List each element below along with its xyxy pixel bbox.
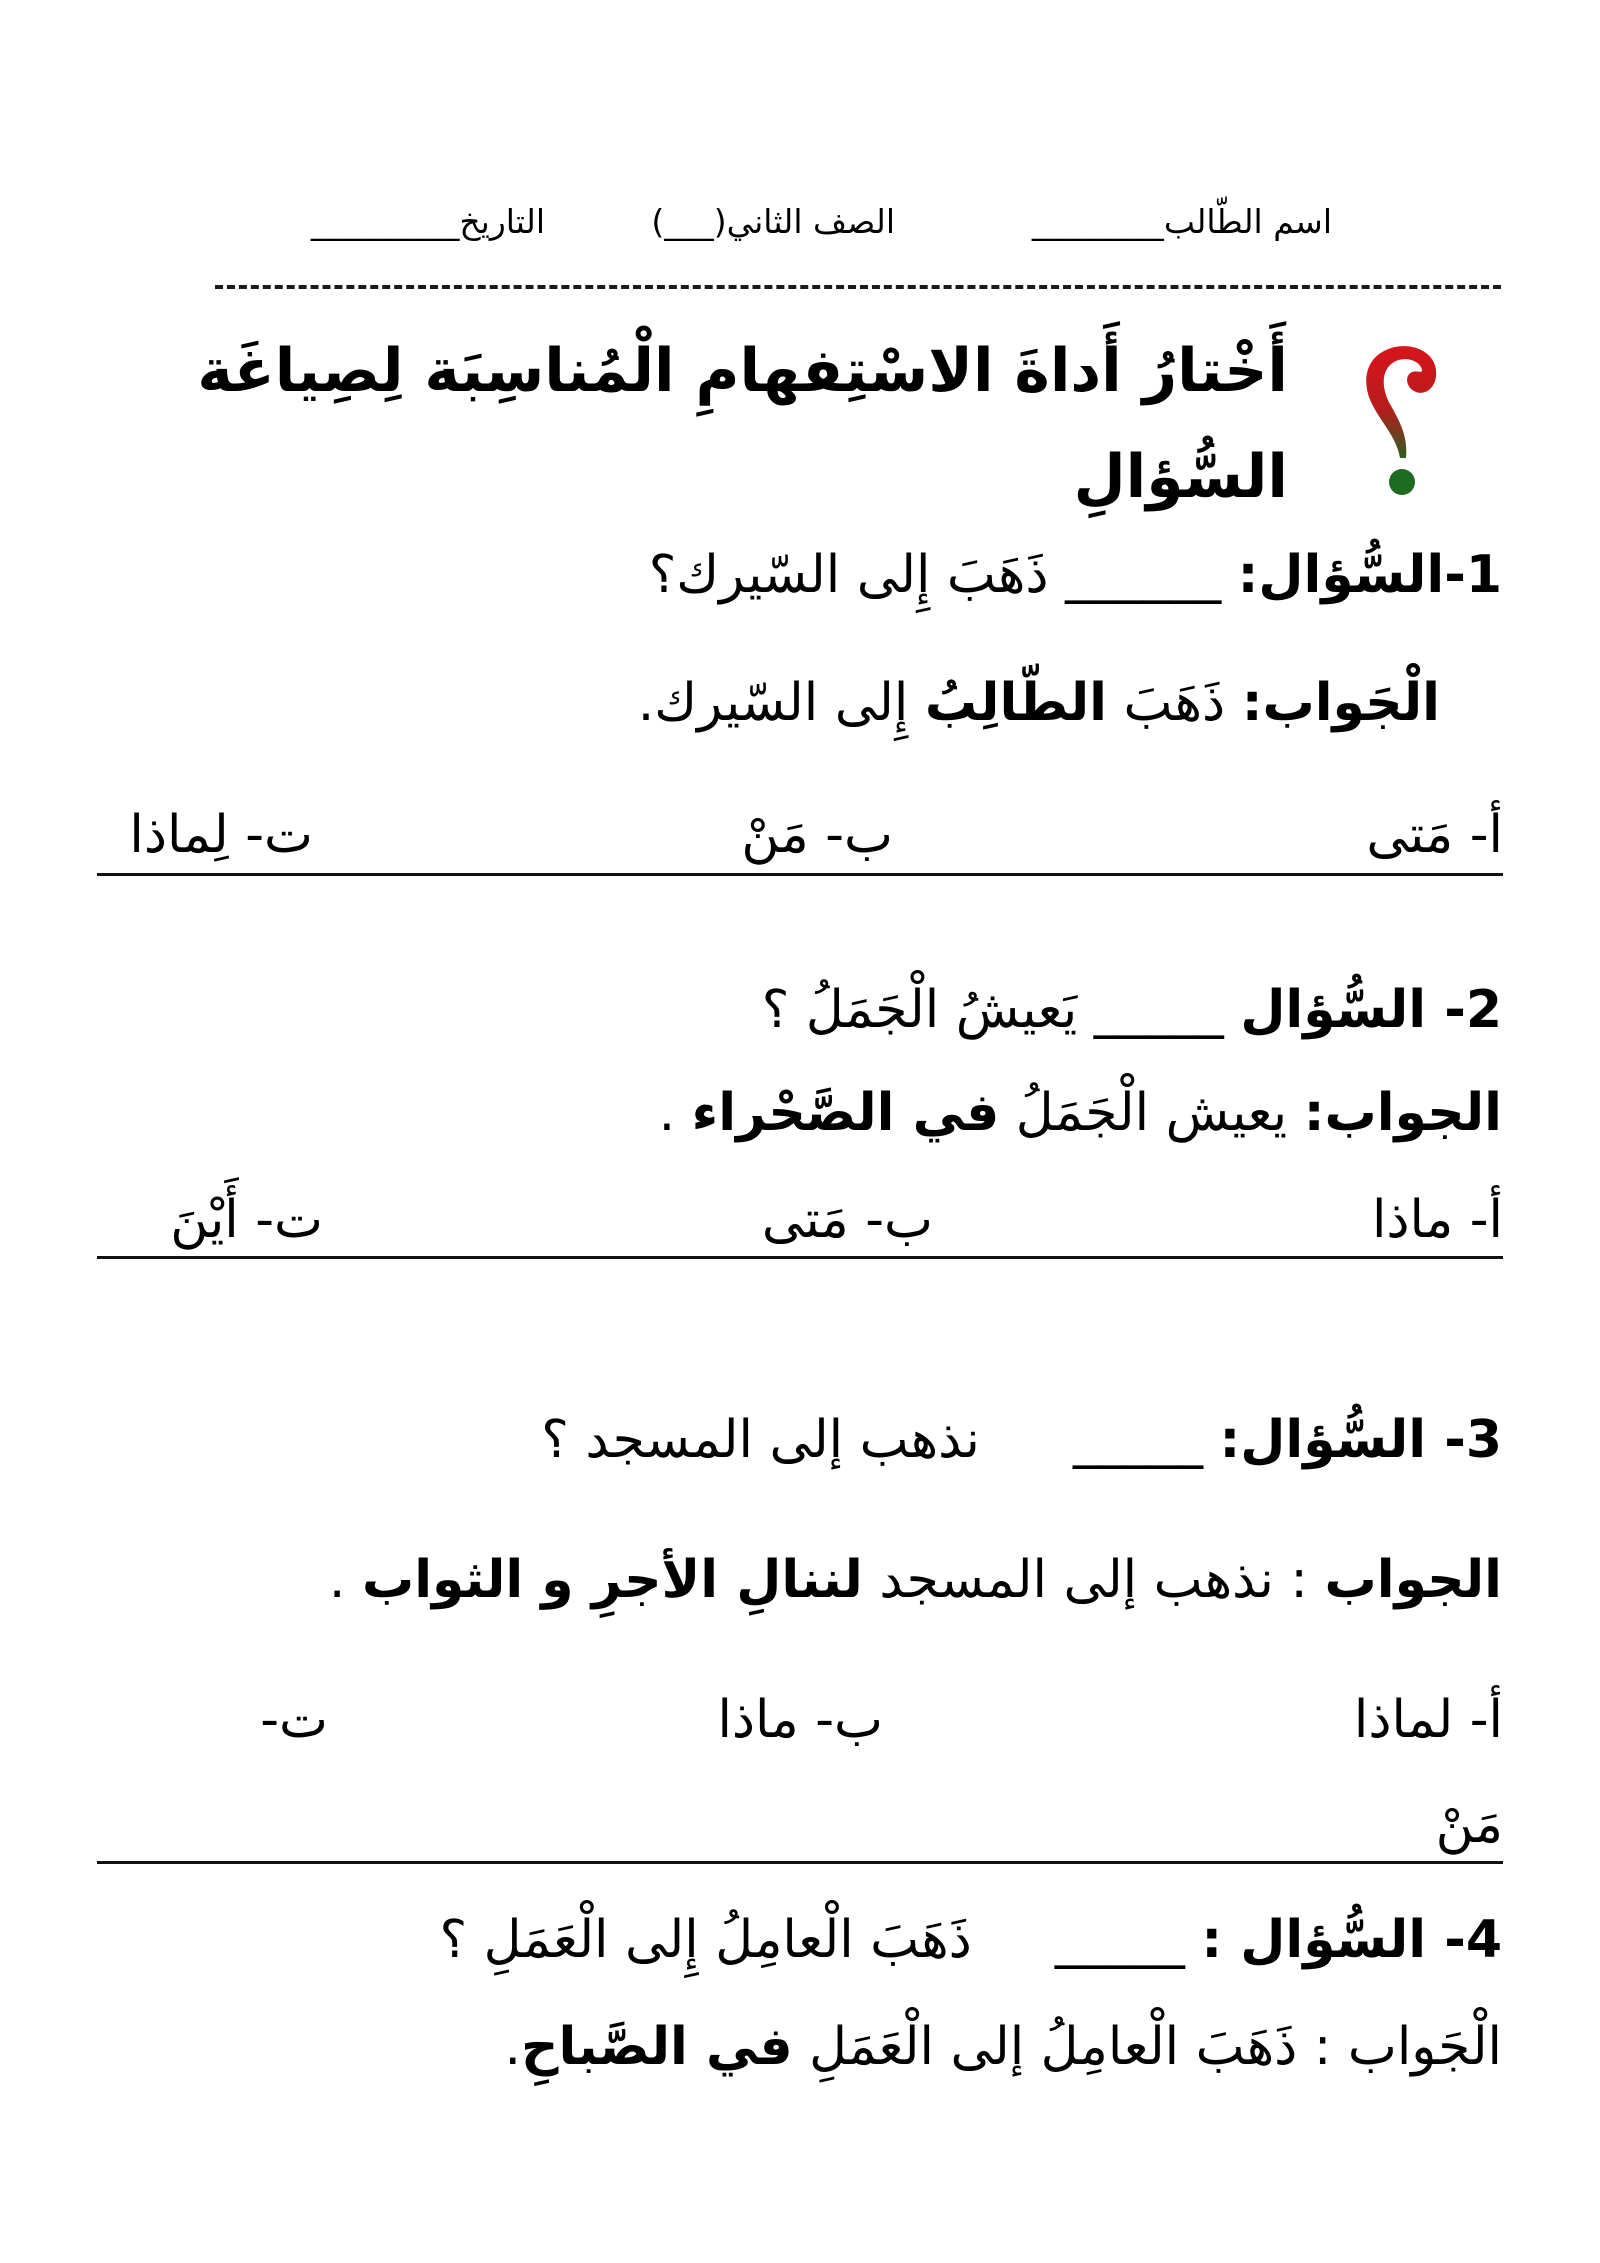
answer-3 <box>329 1545 1502 1615</box>
answer-1 <box>638 668 1440 738</box>
option-3c[interactable] <box>260 1685 328 1755</box>
question-4 <box>440 1905 1502 1975</box>
option-3c-text[interactable]: مَنْ <box>1435 1795 1503 1855</box>
answer-1-label: الْجَواب: <box>1241 673 1440 733</box>
option-1c[interactable] <box>129 800 313 870</box>
divider-2 <box>97 1256 1503 1259</box>
question-4-label: 4- السُّؤال : <box>1201 1910 1502 1970</box>
question-3-blank[interactable]: _____ <box>1072 1410 1203 1470</box>
answer-1-part: ذَهَبَ <box>1106 673 1242 733</box>
option-letter: أ- <box>1469 805 1503 865</box>
answer-2-label: الجواب: <box>1303 1083 1502 1143</box>
option-letter: ت- <box>245 805 313 865</box>
worksheet-title: أَخْتارُ أَداةَ الاسْتِفهامِ الْمُناسِبَة لِصِياغَة السُّؤالِ <box>197 336 1288 512</box>
question-2-label: 2- السُّؤال <box>1240 980 1502 1040</box>
option-letter: ت- <box>260 1690 328 1750</box>
question-mark-icon <box>1342 340 1452 500</box>
option-3b[interactable] <box>717 1685 883 1755</box>
option-letter: ب- <box>865 1190 933 1250</box>
question-3-label: 3- السُّؤال: <box>1219 1410 1502 1470</box>
answer-3-part: . <box>328 1550 362 1610</box>
question-3-text: نذهب إلى المسجد ؟ <box>541 1410 980 1470</box>
option-letter: أ- <box>1469 1690 1503 1750</box>
question-2-blank[interactable]: _____ <box>1093 980 1224 1040</box>
divider-3 <box>97 1861 1503 1864</box>
option-letter: ت- <box>255 1190 323 1250</box>
answer-4-part: ذَهَبَ الْعامِلُ إلى الْعَمَلِ <box>792 2017 1314 2077</box>
option-text: مَنْ <box>741 805 809 865</box>
answer-4-highlight: في الصَّباحِ <box>521 2017 793 2077</box>
date-field[interactable]: التاريخ_________ <box>310 202 545 241</box>
answer-3-label: الجواب <box>1324 1550 1502 1610</box>
class-field[interactable]: الصف الثاني(___) <box>651 202 895 241</box>
question-1-label: 1-السُّؤال: <box>1237 545 1502 605</box>
option-3a[interactable] <box>1354 1685 1503 1755</box>
option-text: ماذا <box>1371 1190 1454 1250</box>
option-letter: أ- <box>1469 1190 1503 1250</box>
option-letter: ب- <box>825 805 893 865</box>
answer-1-part: إِلى السّيرك. <box>637 673 925 733</box>
option-2c[interactable] <box>170 1185 323 1255</box>
option-text: مَتى <box>761 1190 849 1250</box>
option-letter: ب- <box>815 1690 883 1750</box>
question-4-blank[interactable]: _____ <box>1054 1910 1185 1970</box>
answer-4-part: . <box>504 2017 522 2077</box>
option-2a[interactable] <box>1372 1185 1503 1255</box>
option-text: مَتى <box>1366 805 1454 865</box>
option-text: لِماذا <box>129 805 229 865</box>
dashed-separator <box>215 285 1501 289</box>
student-name-field[interactable]: اسم الطّالب________ <box>1031 202 1332 241</box>
divider-1 <box>97 873 1503 876</box>
option-2b[interactable] <box>762 1185 933 1255</box>
question-4-text: ذَهَبَ الْعامِلُ إِلى الْعَمَلِ ؟ <box>439 1910 972 1970</box>
option-text: أَيْنَ <box>170 1190 239 1250</box>
answer-3-highlight: لننالِ الأجرِ و الثواب <box>361 1550 863 1610</box>
answer-2 <box>659 1078 1502 1148</box>
question-2-text: يَعيشُ الْجَمَلُ ؟ <box>761 980 1078 1040</box>
question-3 <box>541 1405 1502 1475</box>
option-1b[interactable] <box>741 800 893 870</box>
answer-4-label: الْجَواب : <box>1313 2017 1502 2077</box>
answer-1-highlight: الطّالِبُ <box>924 673 1107 733</box>
answer-2-highlight: في الصَّحْراء <box>691 1083 1000 1143</box>
answer-2-part: . <box>658 1083 692 1143</box>
option-text: ماذا <box>717 1690 799 1750</box>
answer-4 <box>505 2012 1502 2082</box>
answer-3-part: : نذهب إلى المسجد <box>862 1550 1325 1610</box>
question-1-blank[interactable]: ______ <box>1065 545 1222 605</box>
option-text: لماذا <box>1353 1690 1454 1750</box>
option-1a[interactable] <box>1366 800 1503 870</box>
question-1-text: ذَهَبَ إِلى السّيرك؟ <box>648 545 1049 605</box>
answer-2-part: يعيش الْجَمَلُ <box>999 1083 1304 1143</box>
question-1 <box>649 540 1502 610</box>
question-2 <box>762 975 1502 1045</box>
